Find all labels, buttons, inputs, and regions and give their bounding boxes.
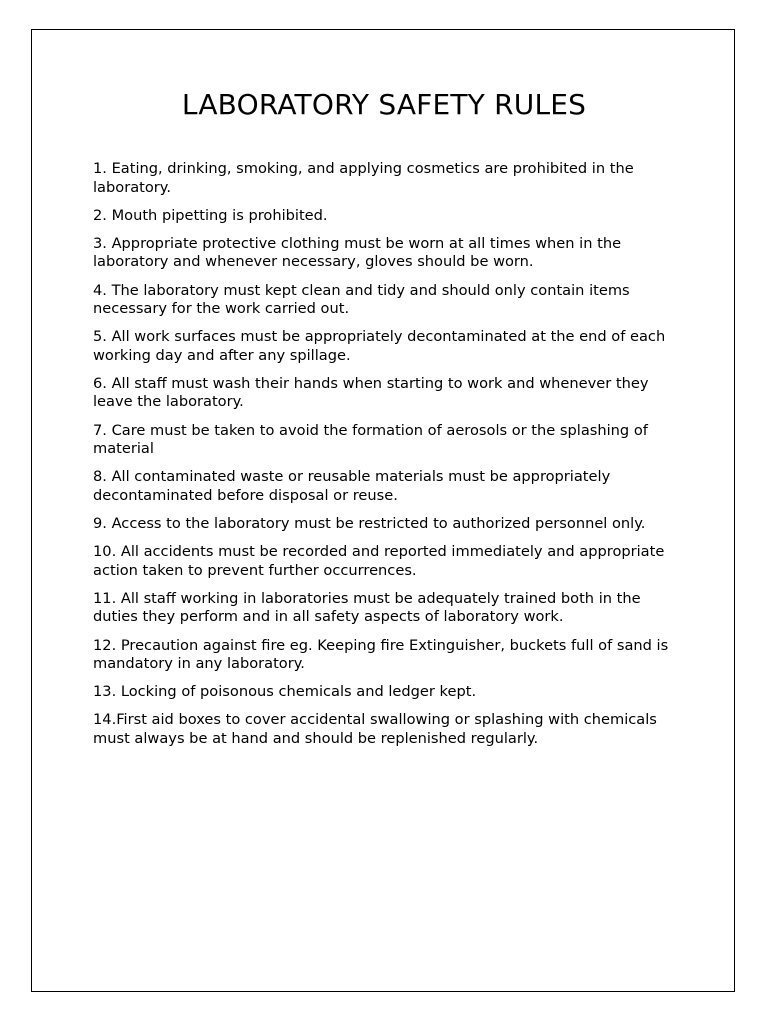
rule-item: 4. The laboratory must kept clean and tidy and should only contain items necessary for the work carried out. [93,281,630,318]
rule-item: 14.First aid boxes to cover accidental swallowing or splashing with chemicals must always be at hand and should be replenished regularly. [93,711,657,747]
rule-item: 1. Eating, drinking, smoking, and applying cosmetics are prohibited in the laboratory. [93,160,634,196]
rule-item: 13. Locking of poisonous chemicals and ledger kept. [93,683,477,701]
rules-list [93,160,683,758]
rule-item: 7. Care must be taken to avoid the formation of aerosols or the splashing of material [93,421,648,458]
rule-item: 8. All contaminated waste or reusable materials must be appropriately decontaminated before disposal or reuse. [93,468,611,504]
rule-item: 2. Mouth pipetting is prohibited. [93,206,328,224]
rule-item: 12. Precaution against fire eg. Keeping fire Extinguisher, buckets full of sand is mandatory in any laboratory. [93,636,669,673]
rule-item: 10. All accidents must be recorded and reported immediately and appropriate action taken to prevent further occurrences. [93,543,665,579]
rule-item: 3. Appropriate protective clothing must be worn at all times when in the laboratory and whenever necessary, gloves should be worn. [93,234,622,271]
rule-item: 9. Access to the laboratory must be restricted to authorized personnel only. [93,515,646,532]
rule-item: 11. All staff working in laboratories must be adequately trained both in the duties they perform and in all safety aspects of laboratory work. [93,589,641,626]
rule-item: 5. All work surfaces must be appropriately decontaminated at the end of each working day and after any spillage. [93,328,666,364]
page-title: LABORATORY SAFETY RULES [181,88,587,121]
rule-item: 6. All staff must wash their hands when starting to work and whenever they leave the laboratory. [93,374,649,411]
